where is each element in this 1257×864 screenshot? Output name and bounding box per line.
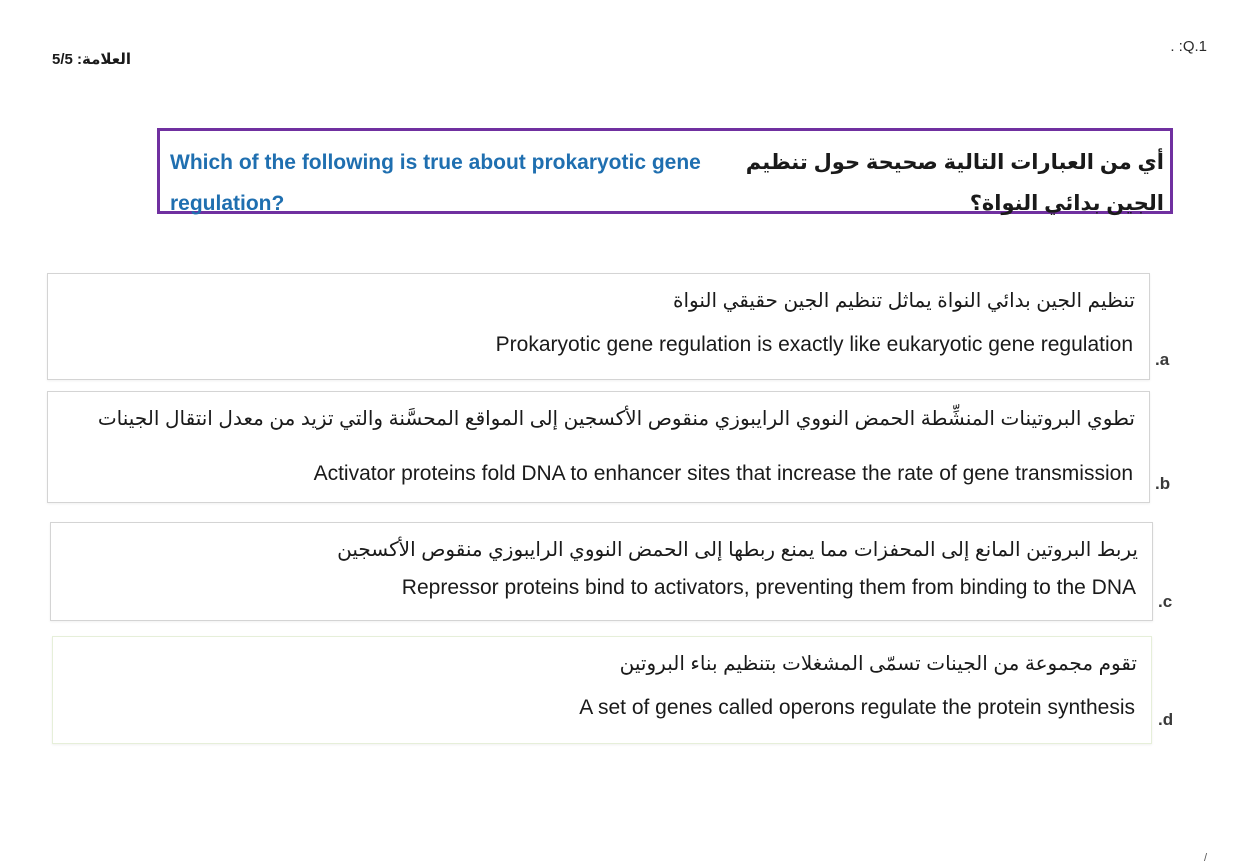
answer-option-c[interactable] xyxy=(50,522,1153,621)
score-label: العلامة: 5/5 xyxy=(52,51,132,68)
option-b-arabic-text: تطوي البروتينات المنشِّطة الحمض النووي الرايبوزي منقوص الأكسجين إلى المواقع المحسَّنة والتي تزيد من معدل انتقال الجينات xyxy=(97,408,1135,430)
question-text-arabic: أي من العبارات التالية صحيحة حول تنظيم الجين بدائي النواة؟ xyxy=(745,151,1164,215)
option-c-letter: .c xyxy=(1158,592,1173,611)
option-a-english-text: Prokaryotic gene regulation is exactly like eukaryotic gene regulation xyxy=(495,333,1133,356)
answer-option-d[interactable] xyxy=(52,636,1152,744)
option-c-english-text: Repressor proteins bind to activators, preventing them from binding to the DNA xyxy=(401,576,1136,599)
option-c-arabic-text: يربط البروتين المانع إلى المحفزات مما يمنع ربطها إلى الحمض النووي الرايبوزي منقوص الأكسجين xyxy=(337,539,1138,561)
option-a-arabic-text: تنظيم الجين بدائي النواة يماثل تنظيم الجين حقيقي النواة xyxy=(672,290,1135,312)
option-d-arabic-text: تقوم مجموعة من الجينات تسمّى المشغلات بتنظيم بناء البروتين xyxy=(619,653,1137,675)
question-number: . :Q.1 xyxy=(1170,38,1207,55)
option-b-english-text: Activator proteins fold DNA to enhancer sites that increase the rate of gene transmission xyxy=(313,462,1133,485)
option-d-english-text: A set of genes called operons regulate the protein synthesis xyxy=(579,696,1135,719)
option-d-letter: .d xyxy=(1158,710,1174,729)
option-b-letter: .b xyxy=(1155,474,1171,493)
option-a-letter: .a xyxy=(1155,350,1170,369)
question-text-english: Which of the following is true about prokaryotic gene regulation? xyxy=(170,151,701,215)
footer-mark: / xyxy=(1204,852,1208,864)
answer-option-b[interactable] xyxy=(47,391,1150,503)
answer-option-a[interactable] xyxy=(47,273,1150,380)
question-box xyxy=(157,128,1173,214)
